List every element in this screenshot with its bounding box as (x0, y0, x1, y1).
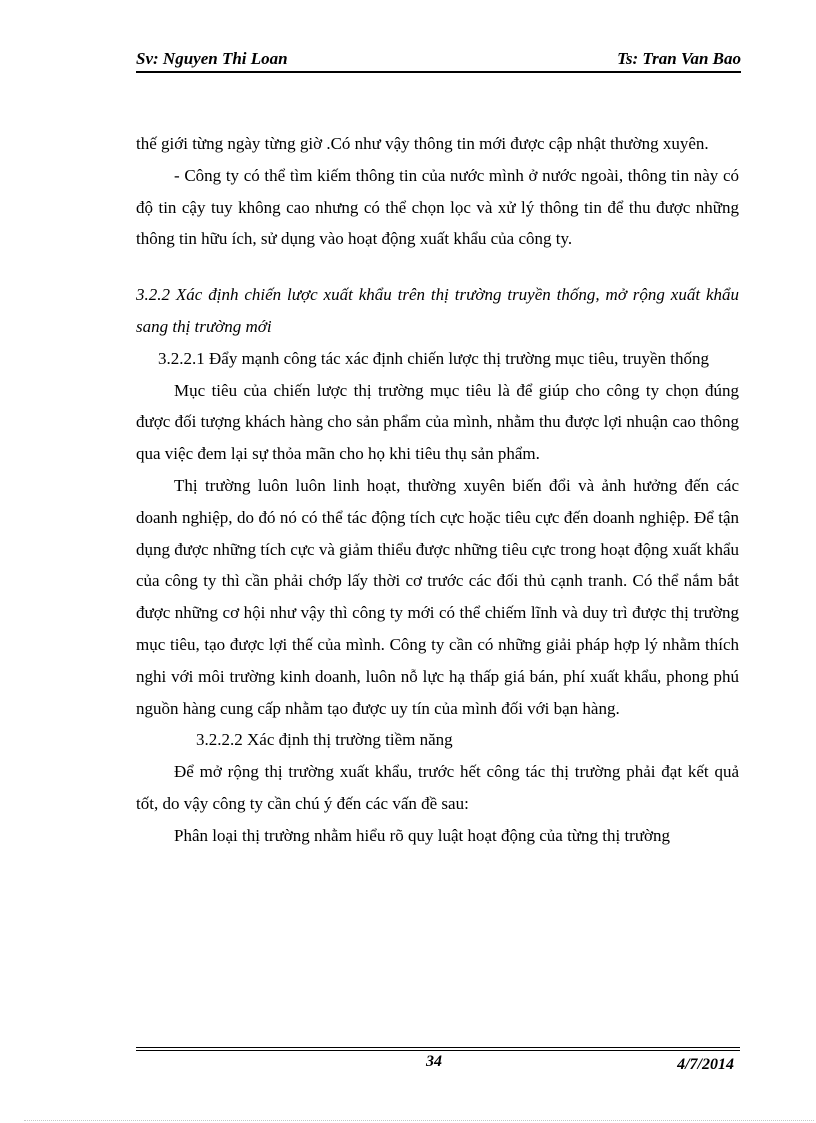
footer-date: 4/7/2014 (677, 1056, 734, 1073)
subsection-heading-3-2-2-1: 3.2.2.1 Đẩy mạnh công tác xác định chiến lược thị trường mục tiêu, truyền thống (158, 348, 709, 368)
section-heading-3-2-2: 3.2.2 Xác định chiến lược xuất khẩu trên thị trường truyền thống, mở rộng xuất khẩu sang thị trường mới (136, 285, 739, 336)
footer-rule-bottom (136, 1050, 740, 1051)
header-student-name: Sv: Nguyen Thi Loan (136, 49, 288, 68)
page-header (136, 49, 741, 73)
footer-rule-top (136, 1047, 740, 1048)
header-rule (136, 71, 741, 73)
header-supervisor-name: Ts: Tran Van Bao (617, 49, 741, 68)
paragraph-classify-market: Phân loại thị trường nhằm hiểu rõ quy luật hoạt động của từng thị trường (174, 825, 671, 845)
paragraph-bullet-info-sources: - Công ty có thể tìm kiếm thông tin của nước mình ở nước ngoài, thông tin này có độ tin cậy tuy không cao nhưng có thể chọn lọc và xử lý thông tin để thu được những thông tin hữu ích, sử dụng vào hoạt động xuất khẩu của công ty. (136, 165, 739, 249)
paragraph-expand-market: Để mở rộng thị trường xuất khẩu, trước hết công tác thị trường phải đạt kết quả tốt, do vậy công ty cần chú ý đến các vấn đề sau: (136, 762, 739, 813)
page-number: 34 (426, 1053, 442, 1070)
subsection-heading-3-2-2-2: 3.2.2.2 Xác định thị trường tiềm năng (196, 730, 453, 750)
paragraph-target-market-goal: Mục tiêu của chiến lược thị trường mục tiêu là để giúp cho công ty chọn đúng được đối tượng khách hàng cho sản phẩm của mình, nhằm thu được lợi nhuận cao thông qua việc đem lại sự thỏa mãn cho họ khi tiêu thụ sản phẩm. (136, 380, 739, 464)
document-body (136, 128, 739, 852)
paragraph-continuation: thế giới từng ngày từng giờ .Có như vậy thông tin mới được cập nhật thường xuyên. (136, 134, 709, 153)
paragraph-market-flexibility: Thị trường luôn luôn linh hoạt, thường xuyên biến đổi và ảnh hưởng đến các doanh nghiệp, do đó nó có thể tác động tích cực hoặc tiêu cực đến doanh nghiệp. Để tận dụng được những tích cực và giảm thiểu được những tiêu cực trong hoạt động xuất khẩu của công ty thì cần phải chớp lấy thời cơ trước các đối thủ cạnh tranh. Có thể nắm bắt được những cơ hội như vậy thì công ty mới có thể chiếm lĩnh và duy trì được thị trường mục tiêu, tạo được lợi thế của mình. Công ty cần có những giải pháp hợp lý nhằm thích nghi với môi trường kinh doanh, luôn nỗ lực hạ thấp giá bán, phí xuất khẩu, phong phú nguồn hàng cung cấp nhằm tạo được uy tín của mình đối với bạn hàng. (136, 475, 739, 718)
page-edge-divider (24, 1120, 814, 1121)
